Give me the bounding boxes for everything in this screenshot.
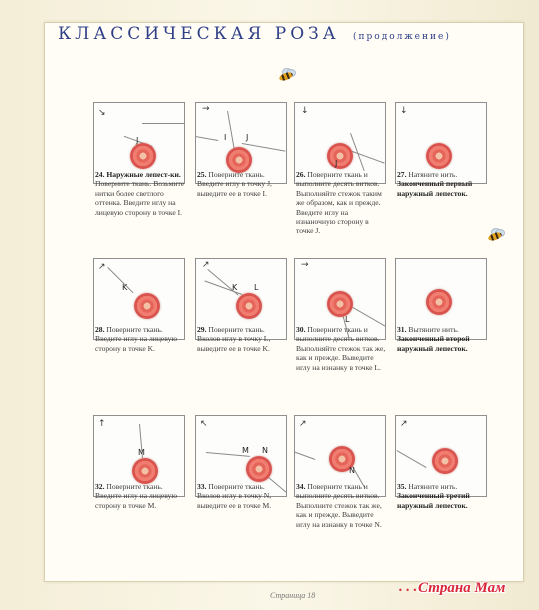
step-caption <box>197 482 289 510</box>
direction-arrow-icon: → <box>301 260 309 270</box>
step-text: Поверните ткань. Введите иглу на лицевую сторону в точке K. <box>95 325 178 353</box>
point-label: M <box>138 448 145 457</box>
step-text: Поверните ткань и выполните десять витков. Выполняйте стежок так же, как и прежде. Выведите иглу на изнанку в точке L. <box>296 325 386 372</box>
direction-arrow-icon: ↗ <box>98 262 106 272</box>
step-text: Вытяните нить. <box>408 325 459 334</box>
step-text: Поверните ткань. Введите иглу в точку J, выведите ее в точке I. <box>197 170 272 198</box>
direction-arrow-icon: ↓ <box>301 106 309 116</box>
needle-line <box>227 111 235 151</box>
page-number: Страница 18 <box>270 591 316 600</box>
title-sub: (продолжение) <box>353 32 451 42</box>
step-number: 26. <box>296 170 308 179</box>
step-number: 34. <box>296 482 308 491</box>
rose-embroidery <box>327 291 353 317</box>
page-title <box>58 24 451 44</box>
step-number: 32. <box>95 482 107 491</box>
needle-line <box>195 134 218 141</box>
step-caption <box>197 325 289 353</box>
point-label: M <box>242 446 249 455</box>
watermark-dots: • • • <box>398 586 418 595</box>
point-label: L <box>345 315 350 324</box>
step-result: Законченный третий наружный лепесток. <box>397 491 470 510</box>
step-number: 25. <box>197 170 209 179</box>
step-caption <box>296 170 388 236</box>
step-number: 30. <box>296 325 308 334</box>
rose-embroidery <box>426 143 452 169</box>
direction-arrow-icon: ↖ <box>200 419 208 429</box>
point-label: N <box>349 466 355 475</box>
step-text: Поверните ткань. Введите иглу на лицевую сторону в точке M. <box>95 482 178 510</box>
step-number: 29. <box>197 325 209 334</box>
rose-embroidery <box>236 293 262 319</box>
rose-embroidery <box>134 293 160 319</box>
step-caption <box>397 325 489 353</box>
step-caption <box>95 482 187 510</box>
point-label: K <box>232 283 238 292</box>
direction-arrow-icon: ↑ <box>98 419 106 429</box>
bee-icon <box>483 228 507 244</box>
step-result: Законченный второй наружный лепесток. <box>397 334 470 353</box>
step-number: 28. <box>95 325 107 334</box>
rose-embroidery <box>426 289 452 315</box>
step-caption <box>95 325 187 353</box>
point-label: L <box>254 283 259 292</box>
step-text: Натяните нить. <box>408 170 458 179</box>
step-caption <box>197 170 289 198</box>
rose-embroidery <box>246 456 272 482</box>
step-caption <box>397 482 489 510</box>
direction-arrow-icon: ↗ <box>202 260 210 270</box>
rose-embroidery <box>132 458 158 484</box>
needle-line <box>142 123 185 124</box>
point-label: J <box>335 159 338 168</box>
point-label: I <box>224 133 227 142</box>
step-text: Поверните ткань. Возьмите нитки более светлого оттенка. Введите иглу на лицевую сторону в точке I. <box>95 179 185 217</box>
direction-arrow-icon: → <box>202 104 210 114</box>
needle-line <box>397 450 427 468</box>
step-heading: Наружные лепест-ки. <box>106 170 181 179</box>
direction-arrow-icon: ↘ <box>98 108 106 118</box>
point-label: J <box>246 133 249 142</box>
step-result: Законченный первый наружный лепесток. <box>397 179 473 198</box>
step-text: Поверните ткань и выполните десять витков. Выполните стежок так же, как и прежде. Выведите иглу на изнанку в точке N. <box>296 482 382 529</box>
step-caption <box>296 482 388 529</box>
direction-arrow-icon: ↓ <box>400 106 408 116</box>
rose-embroidery <box>432 448 458 474</box>
step-text: Поверните ткань. Вколов иглу в точку L, выведите ее в точке K. <box>197 325 271 353</box>
point-label: K <box>122 283 128 292</box>
step-caption <box>95 170 187 217</box>
direction-arrow-icon: ↗ <box>299 419 307 429</box>
step-text: Поверните ткань. Вколов иглу в точку N, выведите ее в точке M. <box>197 482 272 510</box>
bee-icon <box>274 68 298 84</box>
step-number: 24. <box>95 170 107 179</box>
point-label: N <box>262 446 268 455</box>
step-text: Поверните ткань и выполните десять витков. Выполняйте стежок таким же образом, как и прежде. Введите иглу на изнаночную сторону в точке J. <box>296 170 382 236</box>
needle-line <box>107 267 133 293</box>
needle-line <box>294 447 315 460</box>
rose-embroidery <box>130 143 156 169</box>
step-number: 33. <box>197 482 209 491</box>
title-main: КЛАССИЧЕСКАЯ РОЗА <box>58 24 340 44</box>
step-number: 35. <box>397 482 409 491</box>
watermark-logo: Страна Мам <box>418 580 506 596</box>
step-text: Натяните нить. <box>408 482 458 491</box>
point-label: J <box>136 136 139 145</box>
step-caption <box>296 325 388 372</box>
step-number: 31. <box>397 325 409 334</box>
step-number: 27. <box>397 170 409 179</box>
step-caption <box>397 170 489 198</box>
direction-arrow-icon: ↗ <box>400 419 408 429</box>
rose-embroidery <box>327 143 353 169</box>
